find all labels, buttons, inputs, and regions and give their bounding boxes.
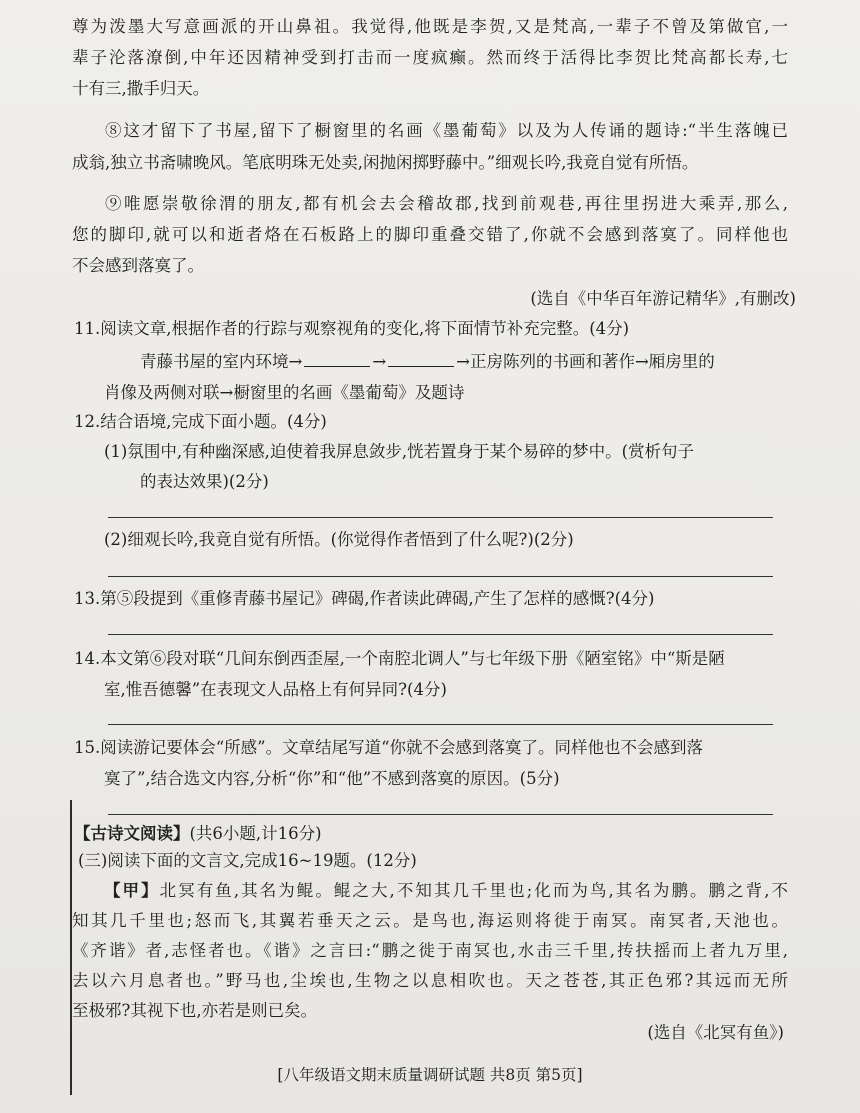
page-footer: [八年级语文期末质量调研试题 共8页 第5页]: [277, 1066, 583, 1084]
classical-section-note: (共6小题,计16分): [189, 824, 322, 843]
answer-line-13[interactable]: [108, 634, 773, 635]
passage-p7-line3: 十有三,撒手归天。: [72, 79, 210, 98]
question-12-sub1-line1: (1)氛围中,有种幽深感,迫使着我屏息敛步,恍若置身于某个易碎的梦中。(赏析句子: [104, 442, 695, 461]
q11-blank-2[interactable]: [388, 352, 454, 367]
passage-source: (选自《中华百年游记精华》,有删改): [530, 289, 796, 308]
answer-line-14[interactable]: [108, 724, 773, 725]
passage-p7-line1: 尊为泼墨大写意画派的开山鼻祖。我觉得,他既是李贺,又是梵高,一辈子不曾及第做官,一: [72, 17, 788, 36]
question-13: 13.第⑤段提到《重修青藤书屋记》碑碣,作者读此碑碣,产生了怎样的感慨?(4分): [74, 589, 655, 608]
classical-section-title: 【古诗文阅读】: [74, 824, 190, 843]
answer-line-15[interactable]: [108, 814, 773, 815]
q11-seq-mid: →: [372, 352, 387, 371]
question-14-line2: 室,惟吾德馨”在表现文人品格上有何异同?(4分): [104, 680, 447, 699]
classical-jia-line2: 知其几千里也;怒而飞,其翼若垂天之云。是鸟也,海运则将徙于南冥。南冥者,天池也。: [72, 911, 788, 930]
passage-p8-line2: [72, 152, 788, 174]
passage-p8-line2-text: 成翁,独立书斋啸晚风。笔底明珠无处卖,闲抛闲掷野藤中。”细观长吟,我竟自觉有所悟。: [72, 153, 699, 172]
q11-seq-start: 青藤书屋的室内环境→: [140, 352, 303, 371]
classical-section-header: [74, 823, 322, 845]
classical-jia-line5: 至极邪?其视下也,亦若是则已矣。: [72, 1001, 318, 1020]
question-12-sub1-line2: 的表达效果)(2分): [140, 472, 269, 491]
question-14-line1: 14.本文第⑥段对联“几间东倒西歪屋,一个南腔北调人”与七年级下册《陋室铭》中“斯是陋: [74, 649, 725, 668]
classical-source: (选自《北冥有鱼》): [647, 1023, 784, 1042]
passage-p9-line3: 不会感到落寞了。: [72, 256, 204, 275]
question-12-stem: 12.结合语境,完成下面小题。(4分): [74, 412, 327, 431]
classical-jia-line1: [104, 880, 788, 902]
passage-p7-line2: 辈子沦落潦倒,中年还因精神受到打击而一度疯癫。然而终于活得比李贺比梵高都长寿,七: [72, 48, 788, 67]
passage-p9-line2: 您的脚印,就可以和逝者烙在石板路上的脚印重叠交错了,你就不会感到落寞了。同样他也: [72, 225, 788, 244]
question-11-stem: 11.阅读文章,根据作者的行踪与观察视角的变化,将下面情节补充完整。(4分): [74, 319, 630, 338]
passage-p8-line1: ⑧这才留下了书屋,留下了橱窗里的名画《墨葡萄》以及为人传诵的题诗:“半生落魄已: [105, 121, 788, 140]
q11-blank-1[interactable]: [304, 352, 370, 367]
classical-part3: (三)阅读下面的文言文,完成16~19题。(12分): [78, 851, 417, 870]
passage-p9-line1: ⑨唯愿崇敬徐渭的朋友,都有机会去会稽故郡,找到前观巷,再往里拐进大乘弄,那么,: [105, 194, 788, 213]
question-11-sequence-line2: 肖像及两侧对联→橱窗里的名画《墨葡萄》及题诗: [104, 383, 465, 402]
classical-jia-line4: 去以六月息者也。”野马也,尘埃也,生物之以息相吹也。天之苍苍,其正色邪?其远而无所: [72, 971, 788, 990]
question-11-sequence: [140, 351, 715, 373]
classical-jia-line3: 《齐谐》者,志怪者也。《谐》之言曰:“鹏之徙于南冥也,水击三千里,抟扶摇而上者九万里,: [72, 941, 788, 960]
answer-line-12-1[interactable]: [108, 517, 773, 518]
classical-jia-line1-text: 北冥有鱼,其名为鲲。鲲之大,不知其几千里也;化而为鸟,其名为鹏。鹏之背,不: [159, 881, 788, 900]
answer-line-12-2[interactable]: [108, 576, 773, 577]
q11-seq-end: →正房陈列的书画和著作→厢房里的: [456, 352, 715, 371]
classical-jia-label: 【甲】: [104, 881, 160, 900]
question-12-sub2: (2)细观长吟,我竟自觉有所悟。(你觉得作者悟到了什么呢?)(2分): [104, 530, 574, 549]
question-15-line2: 寞了”,结合选文内容,分析“你”和“他”不感到落寞的原因。(5分): [104, 769, 560, 788]
question-15-line1: 15.阅读游记要体会“所感”。文章结尾写道“你就不会感到落寞了。同样他也不会感到落: [74, 738, 704, 757]
